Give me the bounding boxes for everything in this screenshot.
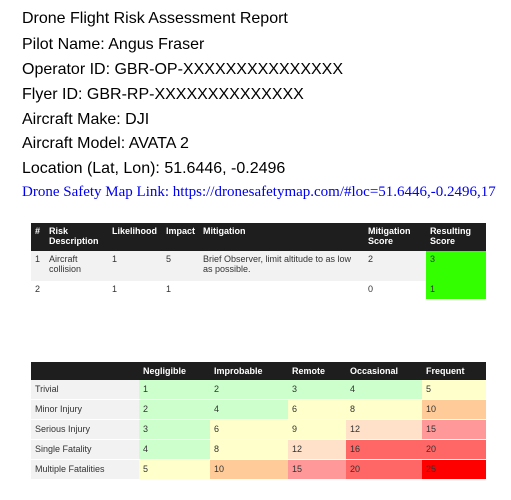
mitigation: Brief Observer, limit altitude to as low as possible. [199, 251, 364, 281]
mitigation [199, 281, 364, 299]
likelihood-remote: Remote [288, 362, 346, 380]
table-row [31, 281, 486, 299]
risk-description: Aircraft collision [45, 251, 108, 281]
table-row [31, 251, 486, 281]
matrix-cell: 12 [346, 420, 422, 440]
col-header-mitigation-score: Mitigation Score [364, 223, 426, 251]
matrix-row-trivial [31, 380, 486, 400]
matrix-row-minor-injury [31, 400, 486, 420]
likelihood-frequent: Frequent [422, 362, 486, 380]
matrix-cell: 6 [210, 420, 288, 440]
col-header-likelihood: Likelihood [108, 223, 162, 251]
matrix-cell: 8 [346, 400, 422, 420]
matrix-row-multiple-fatalities [31, 460, 486, 480]
matrix-cell: 2 [139, 400, 210, 420]
col-header-impact: Impact [162, 223, 199, 251]
matrix-cell: 3 [288, 380, 346, 400]
severity-label: Minor Injury [31, 400, 139, 420]
aircraft-model: Aircraft Model: AVATA 2 [22, 135, 189, 152]
risk-table [31, 223, 486, 299]
row-number: 1 [31, 251, 45, 281]
mitigation-score: 2 [364, 251, 426, 281]
risk-matrix [31, 362, 486, 480]
matrix-cell: 10 [422, 400, 486, 420]
matrix-corner [31, 362, 139, 380]
matrix-cell: 4 [346, 380, 422, 400]
matrix-cell: 5 [422, 380, 486, 400]
matrix-row-serious-injury [31, 420, 486, 440]
likelihood: 1 [108, 251, 162, 281]
resulting-score: 3 [426, 251, 486, 281]
likelihood-improbable: Improbable [210, 362, 288, 380]
matrix-cell: 8 [210, 440, 288, 460]
severity-label: Trivial [31, 380, 139, 400]
severity-label: Single Fatality [31, 440, 139, 460]
matrix-cell: 5 [139, 460, 210, 480]
drone-safety-map-link[interactable]: Drone Safety Map Link: https://dronesafetymap.com/#loc=51.6446,-0.2496,17 [22, 184, 496, 200]
impact: 5 [162, 251, 199, 281]
matrix-cell: 4 [210, 400, 288, 420]
matrix-cell: 16 [346, 440, 422, 460]
matrix-cell: 25 [422, 460, 486, 480]
matrix-cell: 9 [288, 420, 346, 440]
pilot-name: Pilot Name: Angus Fraser [22, 36, 205, 53]
report-title: Drone Flight Risk Assessment Report [22, 10, 288, 27]
resulting-score: 1 [426, 281, 486, 299]
likelihood-occasional: Occasional [346, 362, 422, 380]
likelihood: 1 [108, 281, 162, 299]
matrix-cell: 3 [139, 420, 210, 440]
col-header-risk-description: Risk Description [45, 223, 108, 251]
risk-description [45, 281, 108, 299]
severity-label: Multiple Fatalities [31, 460, 139, 480]
matrix-cell: 15 [288, 460, 346, 480]
impact: 1 [162, 281, 199, 299]
location: Location (Lat, Lon): 51.6446, -0.2496 [22, 160, 286, 177]
row-number: 2 [31, 281, 45, 299]
matrix-cell: 1 [139, 380, 210, 400]
matrix-header-row [31, 362, 486, 380]
matrix-cell: 15 [422, 420, 486, 440]
matrix-cell: 12 [288, 440, 346, 460]
matrix-cell: 4 [139, 440, 210, 460]
flyer-id: Flyer ID: GBR-RP-XXXXXXXXXXXXXX [22, 86, 304, 103]
severity-label: Serious Injury [31, 420, 139, 440]
aircraft-make: Aircraft Make: DJI [22, 111, 150, 128]
matrix-cell: 6 [288, 400, 346, 420]
matrix-cell: 20 [346, 460, 422, 480]
matrix-cell: 20 [422, 440, 486, 460]
col-header-mitigation: Mitigation [199, 223, 364, 251]
matrix-cell: 10 [210, 460, 288, 480]
matrix-row-single-fatality [31, 440, 486, 460]
col-header-resulting-score: Resulting Score [426, 223, 486, 251]
mitigation-score: 0 [364, 281, 426, 299]
operator-id: Operator ID: GBR-OP-XXXXXXXXXXXXXXX [22, 61, 343, 78]
col-header-number: # [31, 223, 45, 251]
matrix-cell: 2 [210, 380, 288, 400]
risk-table-header-row [31, 223, 486, 251]
likelihood-negligible: Negligible [139, 362, 210, 380]
